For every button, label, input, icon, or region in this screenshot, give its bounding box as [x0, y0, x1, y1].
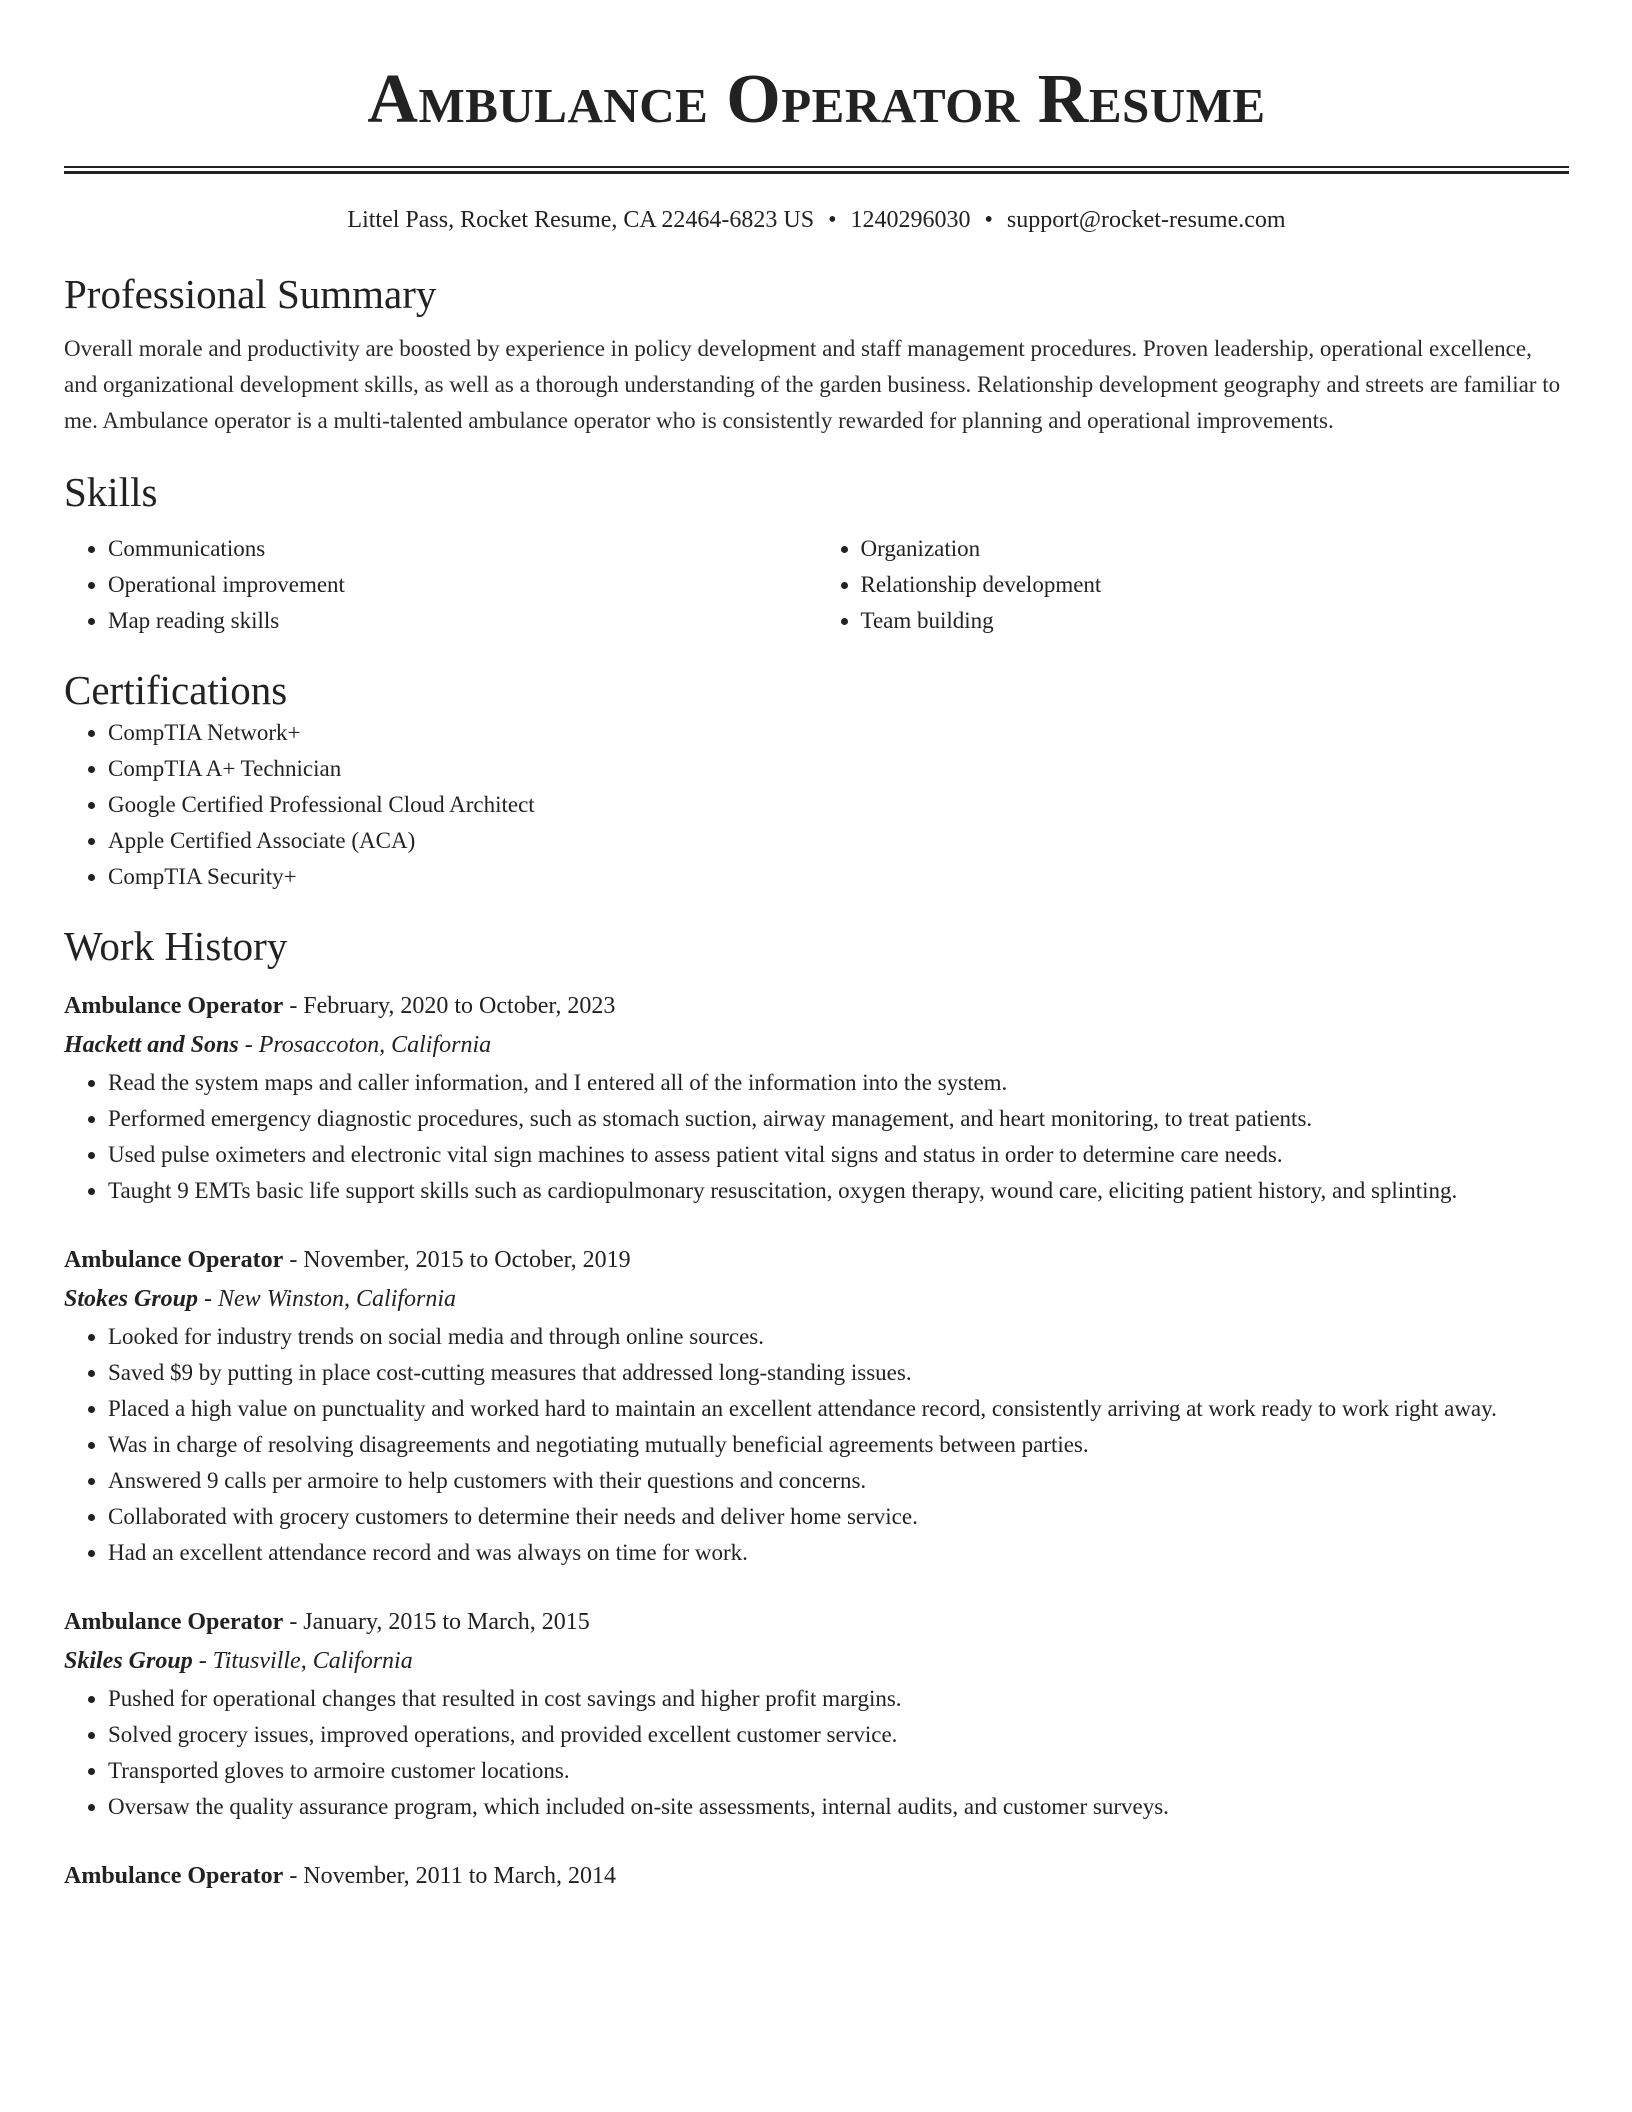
certification-item: • CompTIA Security+ — [108, 859, 1569, 895]
summary-heading: Professional Summary — [64, 271, 437, 317]
job-company-line — [64, 1641, 1569, 1681]
certification-item: • CompTIA Network+ — [108, 715, 1569, 751]
skill-item: • Operational improvement — [108, 567, 817, 603]
job-duty: • Looked for industry trends on social media and through online sources. — [108, 1319, 1569, 1355]
job-duties-list — [64, 1065, 1569, 1209]
job-duty: • Had an excellent attendance record and was always on time for work. — [108, 1535, 1569, 1571]
job-role: Ambulance Operator — [64, 1247, 284, 1273]
job-role: Ambulance Operator — [64, 1609, 284, 1635]
job-location: - Titusville, California — [192, 1648, 413, 1674]
job-duty: • Read the system maps and caller information, and I entered all of the information into the system. — [108, 1065, 1569, 1101]
job-duty: • Answered 9 calls per armoire to help customers with their questions and concerns. — [108, 1463, 1569, 1499]
skill-item: • Relationship development — [861, 567, 1570, 603]
job-duties-list — [64, 1681, 1569, 1825]
contact-separator: • — [984, 207, 993, 233]
title-divider — [64, 166, 1569, 174]
certification-item: • Apple Certified Associate (ACA) — [108, 823, 1569, 859]
job-duties-list — [64, 1319, 1569, 1571]
job-role: Ambulance Operator — [64, 1863, 284, 1889]
job-duty: • Collaborated with grocery customers to determine their needs and deliver home service. — [108, 1499, 1569, 1535]
resume-page — [64, 0, 1569, 1895]
skills-grid — [64, 531, 1569, 639]
skills-list-right — [817, 531, 1570, 639]
job-entry — [64, 1603, 1569, 1825]
skills-list-left — [64, 531, 817, 639]
job-company-line — [64, 1025, 1569, 1065]
job-location: - New Winston, California — [198, 1286, 457, 1312]
job-entry — [64, 1241, 1569, 1571]
job-company: Skiles Group — [64, 1648, 193, 1674]
contact-phone: 1240296030 — [850, 207, 971, 233]
resume-title: Ambulance Operator Resume — [367, 61, 1266, 138]
summary-text: Overall morale and productivity are boosted by experience in policy development and staff management procedures. Proven leadership, operational excellence, and organizational development skills, as well as a thorough understanding of the garden business. Relationship development geography and streets are familiar to me. Ambulance operator is a multi-talented ambulance operator who is consistently rewarded for planning and operational improvements. — [64, 336, 1561, 433]
job-dates: - February, 2020 to October, 2023 — [283, 993, 616, 1019]
skill-item: • Map reading skills — [108, 603, 817, 639]
certification-item: • Google Certified Professional Cloud Architect — [108, 787, 1569, 823]
contact-address: Littel Pass, Rocket Resume, CA 22464-6823 US — [347, 207, 815, 233]
job-duty: • Solved grocery issues, improved operations, and provided excellent customer service. — [108, 1717, 1569, 1753]
job-location: - Prosaccoton, California — [238, 1032, 492, 1058]
job-title-line — [64, 1603, 1569, 1641]
work-history-heading: Work History — [64, 923, 288, 969]
contact-email: support@rocket-resume.com — [1006, 207, 1286, 233]
job-duty: • Transported gloves to armoire customer locations. — [108, 1753, 1569, 1789]
job-company: Hackett and Sons — [64, 1032, 239, 1058]
job-entry — [64, 987, 1569, 1209]
job-entry — [64, 1857, 1569, 1895]
job-duty: • Placed a high value on punctuality and worked hard to maintain an excellent attendance record, consistently arriving at work ready to work right away. — [108, 1391, 1569, 1427]
job-dates: - November, 2015 to October, 2019 — [283, 1247, 631, 1273]
contact-separator: • — [828, 207, 837, 233]
skill-item: • Team building — [861, 603, 1570, 639]
certifications-heading: Certifications — [64, 667, 288, 713]
skill-item: • Organization — [861, 531, 1570, 567]
job-title-line — [64, 1857, 1569, 1895]
job-title-line — [64, 1241, 1569, 1279]
job-title-line — [64, 987, 1569, 1025]
contact-line — [64, 204, 1569, 236]
job-duty: • Saved $9 by putting in place cost-cutting measures that addressed long-standing issues. — [108, 1355, 1569, 1391]
job-duty: • Was in charge of resolving disagreements and negotiating mutually beneficial agreements between parties. — [108, 1427, 1569, 1463]
certifications-list — [64, 715, 1569, 895]
certification-item: • CompTIA A+ Technician — [108, 751, 1569, 787]
job-duty: • Oversaw the quality assurance program, which included on-site assessments, internal audits, and customer surveys. — [108, 1789, 1569, 1825]
job-role: Ambulance Operator — [64, 993, 284, 1019]
job-dates: - November, 2011 to March, 2014 — [283, 1863, 617, 1889]
skill-item: • Communications — [108, 531, 817, 567]
job-duty: • Taught 9 EMTs basic life support skills such as cardiopulmonary resuscitation, oxygen therapy, wound care, eliciting patient history, and splinting. — [108, 1173, 1569, 1209]
skills-heading: Skills — [64, 469, 158, 515]
job-company: Stokes Group — [64, 1286, 199, 1312]
job-dates: - January, 2015 to March, 2015 — [283, 1609, 590, 1635]
job-company-line — [64, 1279, 1569, 1319]
job-duty: • Used pulse oximeters and electronic vital sign machines to assess patient vital signs and status in order to determine care needs. — [108, 1137, 1569, 1173]
job-duty: • Performed emergency diagnostic procedures, such as stomach suction, airway management, and heart monitoring, to treat patients. — [108, 1101, 1569, 1137]
job-duty: • Pushed for operational changes that resulted in cost savings and higher profit margins. — [108, 1681, 1569, 1717]
